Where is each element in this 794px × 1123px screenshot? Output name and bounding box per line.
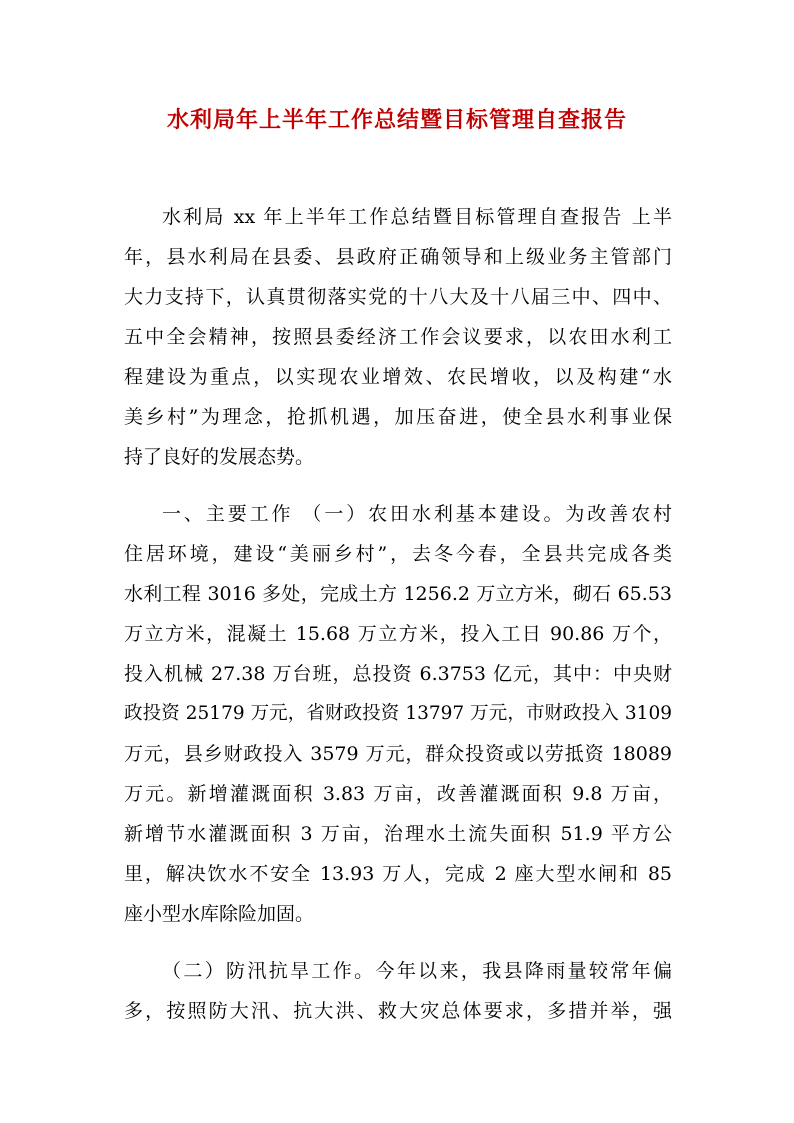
paragraph-line-10: 水利工程 3016 多处，完成土方 1256.2 万立方米，砌石 65.53 [124,583,672,605]
paragraph-line-19: （二）防汛抗旱工作。今年以来，我县降雨量较常年偏 [162,960,672,982]
paragraph-line-8: 一、主要工作 （一）农田水利基本建设。为改善农村 [162,503,672,525]
paragraph-line-9: 住居环境，建设“美丽乡村”，去冬今春，全县共完成各类 [124,543,672,565]
paragraph-line-3: 大力支持下，认真贯彻落实党的十八大及十八届三中、四中、 [124,286,672,308]
paragraph-line-15: 万元。新增灌溉面积 3.83 万亩，改善灌溉面积 9.8 万亩， [124,783,672,805]
paragraph-line-11: 万立方米，混凝土 15.68 万立方米，投入工日 90.86 万个， [124,623,672,645]
paragraph-line-13: 政投资 25179 万元，省财政投资 13797 万元，市财政投入 3109 [124,703,672,724]
paragraph-line-5: 程建设为重点，以实现农业增效、农民增收，以及构建“水 [124,366,672,388]
paragraph-line-18: 座小型水库除险加固。 [124,903,315,925]
paragraph-line-20: 多，按照防大汛、抗大洪、救大灾总体要求，多措并举，强 [124,1000,672,1022]
paragraph-line-7: 持了良好的发展态势。 [124,446,315,468]
paragraph-line-14: 万元，县乡财政投入 3579 万元，群众投资或以劳抵资 18089 [124,743,672,765]
paragraph-line-12: 投入机械 27.38 万台班，总投资 6.3753 亿元，其中：中央财 [124,663,672,685]
paragraph-line-1: 水利局 xx 年上半年工作总结暨目标管理自查报告 上半 [162,206,672,228]
paragraph-line-4: 五中全会精神，按照县委经济工作会议要求，以农田水利工 [124,326,672,348]
paragraph-line-16: 新增节水灌溉面积 3 万亩，治理水土流失面积 51.9 平方公 [124,823,672,845]
document-title: 水利局年上半年工作总结暨目标管理自查报告 [166,107,627,133]
paragraph-line-2: 年，县水利局在县委、县政府正确领导和上级业务主管部门 [124,246,672,268]
paragraph-line-17: 里，解决饮水不安全 13.93 万人，完成 2 座大型水闸和 85 [124,863,672,885]
paragraph-line-6: 美乡村”为理念，抢抓机遇，加压奋进，使全县水利事业保 [124,406,672,428]
